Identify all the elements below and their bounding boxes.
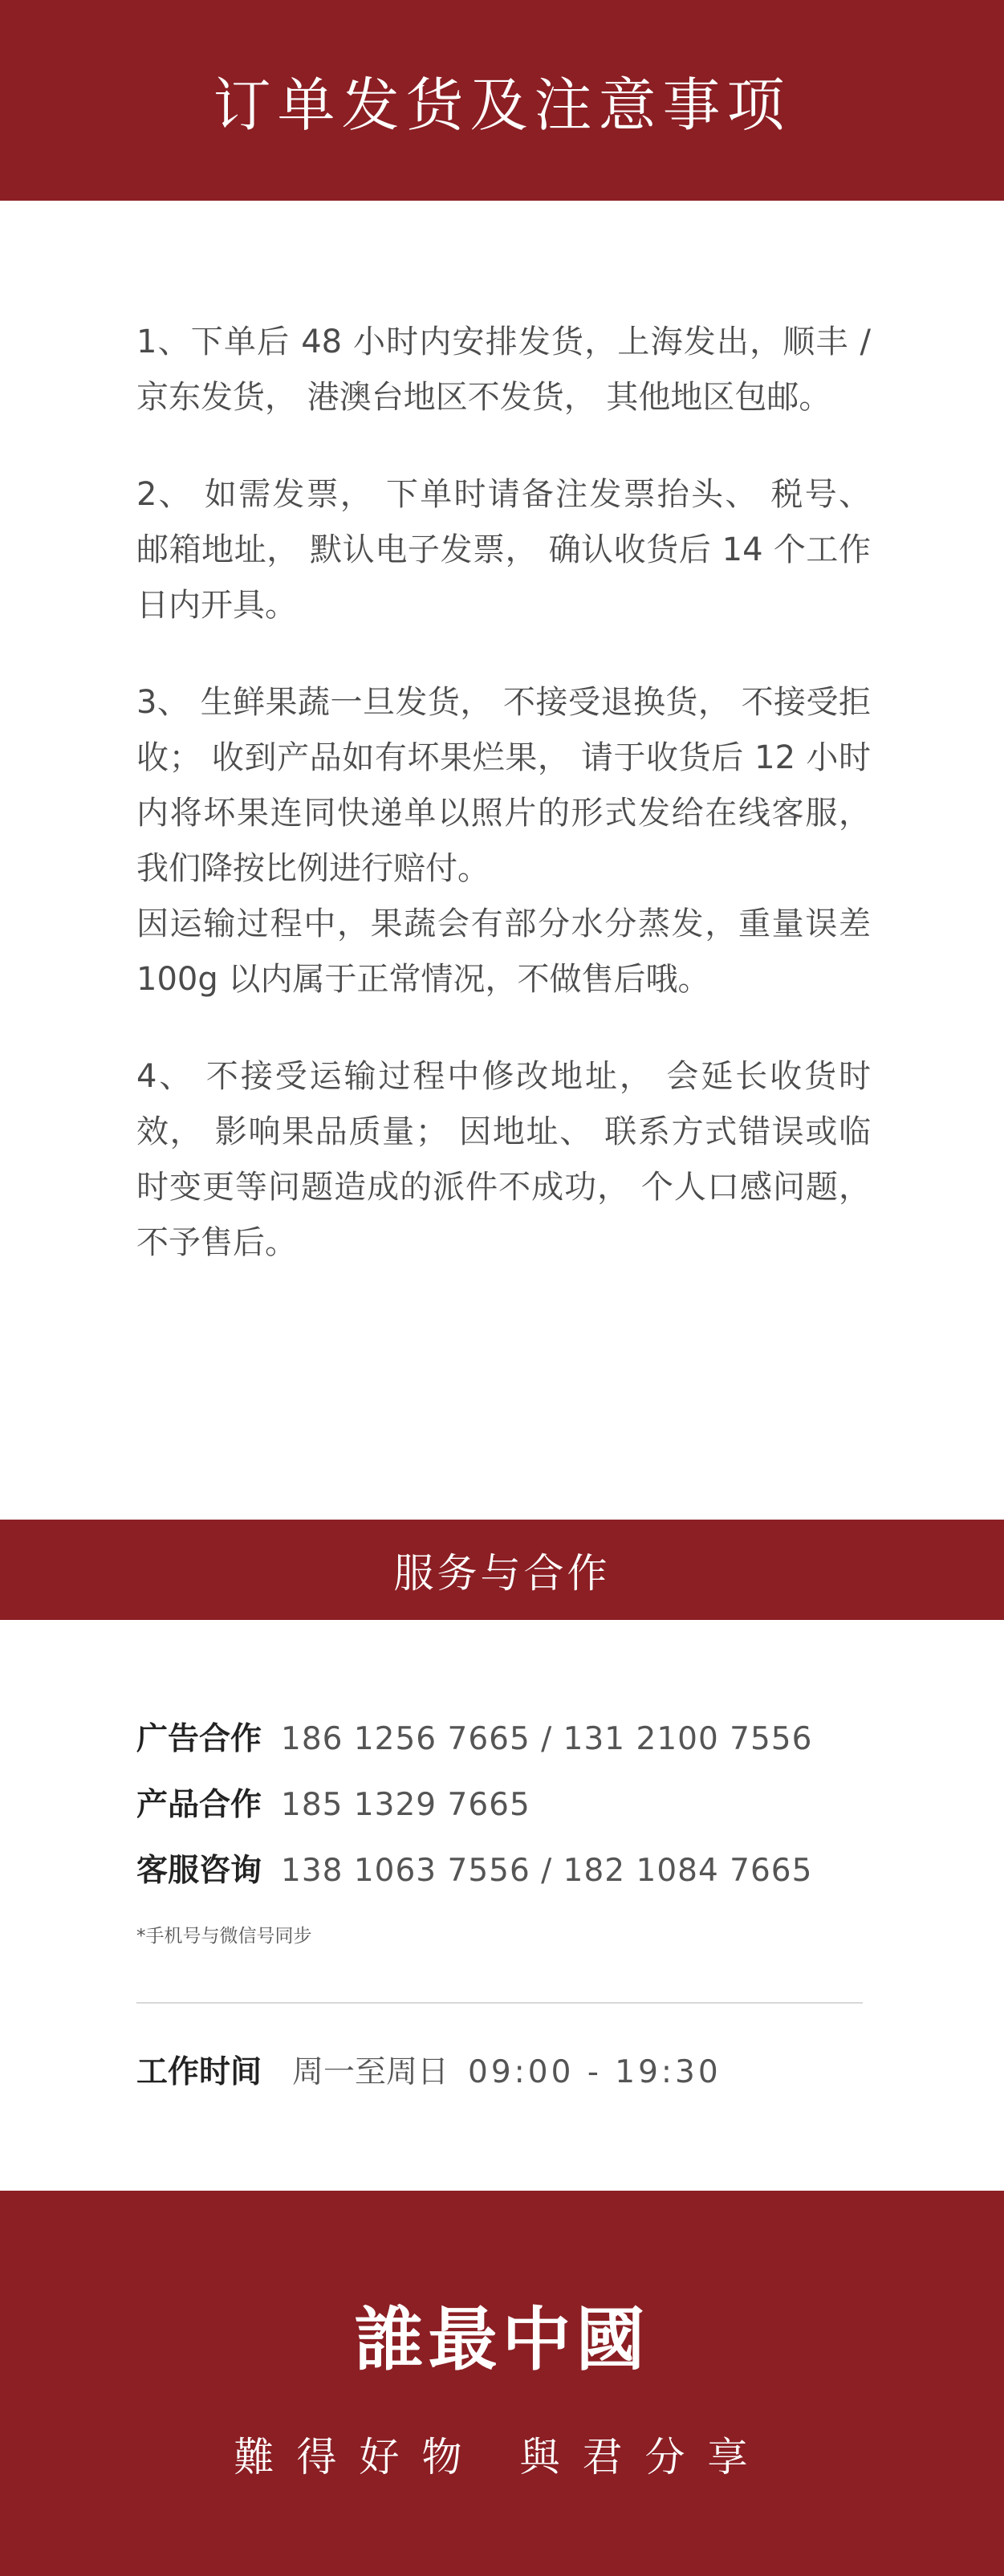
service-header bbox=[0, 1520, 1004, 1620]
wechat-footnote: *手机号与微信号同步 bbox=[136, 1926, 312, 1947]
service-title: 服务与合作 bbox=[393, 1549, 611, 1597]
note-3-supplement: 因运输过程中，果蔬会有部分水分蒸发，重量误差 100g 以内属于正常情况，不做售后哦。 bbox=[136, 905, 871, 998]
note-1: 1、下单后 48 小时内安排发货，上海发出，顺丰 / 京东发货， 港澳台地区不发货， 其他地区包邮。 bbox=[136, 324, 871, 416]
brand-logo: 誰最中國 bbox=[354, 2299, 650, 2380]
page-title: 订单发货及注意事项 bbox=[213, 71, 791, 139]
section-divider bbox=[136, 2002, 863, 2004]
hours-days: 周一至周日 bbox=[292, 2054, 449, 2090]
contact-row-advertising bbox=[136, 1714, 863, 1780]
contact-phone: 185 1329 7665 bbox=[281, 1787, 530, 1823]
contact-label: 广告合作 bbox=[136, 1721, 262, 1757]
brand-footer bbox=[0, 2191, 1004, 2576]
page-header bbox=[0, 0, 1004, 201]
working-hours bbox=[136, 2047, 721, 2092]
hours-label: 工作时间 bbox=[136, 2054, 262, 2090]
note-spacer bbox=[136, 425, 871, 467]
contact-label: 产品合作 bbox=[136, 1787, 262, 1823]
note-3: 3、 生鲜果蔬一旦发货， 不接受退换货， 不接受拒收； 收到产品如有坏果烂果， 请于收货后 12 小时内将坏果连同快递单以照片的形式发给在线客服，我们降按比例进行赔付。 bbox=[136, 684, 871, 887]
note-spacer bbox=[136, 633, 871, 675]
contact-label: 客服咨询 bbox=[136, 1853, 262, 1889]
note-spacer bbox=[136, 1007, 871, 1049]
hours-time: 09:00 - 19:30 bbox=[468, 2054, 721, 2090]
note-2: 2、 如需发票， 下单时请备注发票抬头、 税号、 邮箱地址， 默认电子发票， 确认收货后 14 个工作日内开具。 bbox=[136, 476, 871, 624]
contact-list bbox=[136, 1714, 863, 1947]
brand-slogan: 難得好物 與君分享 bbox=[234, 2434, 770, 2480]
note-4: 4、 不接受运输过程中修改地址， 会延长收货时效， 影响果品质量； 因地址、 联系方式错误或临时变更等问题造成的派件不成功， 个人口感问题，不予售后。 bbox=[136, 1058, 871, 1261]
contact-phone: 186 1256 7665 / 131 2100 7556 bbox=[281, 1721, 813, 1757]
contact-row-product bbox=[136, 1780, 863, 1846]
contact-row-customer-service bbox=[136, 1846, 863, 1911]
shipping-notes bbox=[136, 315, 871, 1271]
contact-phone: 138 1063 7556 / 182 1084 7665 bbox=[281, 1853, 813, 1889]
